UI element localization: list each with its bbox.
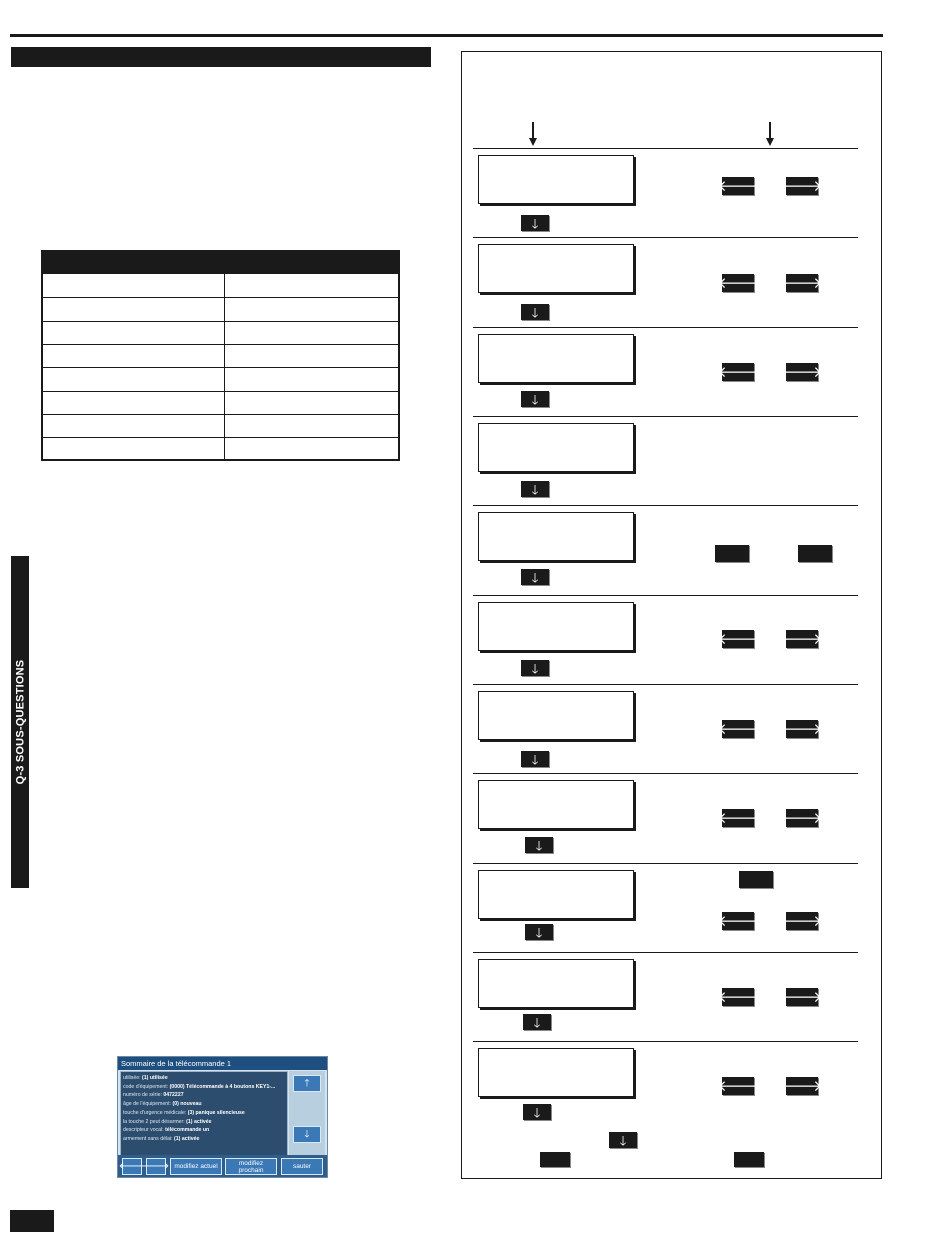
blank-key-icon: [798, 545, 832, 562]
blank-key-icon: [734, 1152, 764, 1167]
table-row: [43, 297, 398, 298]
down-arrow-key-icon: 🡓: [521, 660, 549, 676]
down-arrow-key-icon: 🡓: [521, 304, 549, 320]
step-separator: [473, 773, 858, 774]
top-rule: [10, 34, 883, 37]
modify-current-button[interactable]: modifiez actuel: [170, 1158, 222, 1175]
left-arrow-key-icon: 🡐: [717, 912, 759, 930]
step-separator: [473, 595, 858, 596]
table-row: [43, 321, 398, 322]
scroll-up-button[interactable]: 🡑: [293, 1075, 321, 1092]
table-header: [43, 252, 398, 274]
step-separator: [473, 237, 858, 238]
right-arrow-key-icon: 🡒: [781, 720, 823, 738]
step-separator: [473, 148, 858, 149]
summary-line: la touche 2 peut désarmer: (1) activée: [123, 1118, 212, 1125]
down-arrow-key-icon: 🡓: [523, 1104, 551, 1120]
summary-line: numéro de série: 0472227: [123, 1092, 184, 1099]
remote-summary-screenshot: [117, 1056, 328, 1178]
lcd-screen: [478, 602, 634, 651]
column-arrow-left-icon: [529, 138, 537, 146]
left-arrow-key-icon: 🡐: [717, 988, 759, 1006]
down-arrow-key-icon: 🡓: [521, 215, 549, 231]
summary-line: touche d'urgence médicale: (3) panique silencieuse: [123, 1109, 245, 1116]
left-arrow-key-icon: 🡐: [717, 720, 759, 738]
lcd-screen: [478, 1048, 634, 1097]
left-arrow-key-icon: 🡐: [717, 363, 759, 381]
right-arrow-key-icon: 🡒: [781, 363, 823, 381]
table-row: [43, 391, 398, 392]
lcd-screen: [478, 870, 634, 919]
column-arrow-stem-left: [532, 122, 534, 138]
right-arrow-key-icon: 🡒: [781, 912, 823, 930]
section-header-bar: [11, 47, 431, 67]
left-arrow-key-icon: 🡐: [717, 1077, 759, 1095]
lcd-screen: [478, 691, 634, 740]
summary-line: âge de l'équipement: (0) nouveau: [123, 1101, 202, 1108]
right-arrow-key-icon: 🡒: [781, 274, 823, 292]
left-arrow-key-icon: 🡐: [717, 274, 759, 292]
right-arrow-key-icon: 🡒: [781, 809, 823, 827]
lcd-screen: [478, 512, 634, 561]
step-separator: [473, 863, 858, 864]
modify-next-button[interactable]: modifiez prochain: [225, 1158, 277, 1175]
right-arrow-key-icon: 🡒: [781, 988, 823, 1006]
table-row: [43, 367, 398, 368]
left-arrow-key-icon: 🡐: [717, 177, 759, 195]
remote-summary-title: Sommaire de la télécommande 1: [118, 1057, 327, 1070]
step-separator: [473, 416, 858, 417]
column-arrow-right-icon: [766, 138, 774, 146]
summary-line: armement sans délai: (1) activée: [123, 1135, 200, 1142]
right-arrow-key-icon: 🡒: [781, 630, 823, 648]
lcd-screen: [478, 780, 634, 829]
blank-key-icon: [715, 545, 749, 562]
down-arrow-key-icon: 🡓: [523, 1014, 551, 1030]
down-arrow-key-icon: 🡓: [525, 837, 553, 853]
summary-line: utilisée: (1) utilisée: [123, 1075, 168, 1081]
table-row: [43, 344, 398, 345]
lcd-screen: [478, 423, 634, 472]
lcd-screen: [478, 155, 634, 204]
down-arrow-key-icon: 🡓: [521, 569, 549, 585]
column-arrow-stem-right: [769, 122, 771, 138]
right-arrow-key-icon: 🡒: [781, 1077, 823, 1095]
lcd-screen: [478, 244, 634, 293]
scroll-panel: [289, 1071, 325, 1156]
lcd-screen: [478, 959, 634, 1008]
lcd-screen: [478, 334, 634, 383]
down-arrow-key-icon: 🡓: [521, 481, 549, 497]
step-separator: [473, 327, 858, 328]
previous-button[interactable]: 🡐: [122, 1158, 142, 1175]
right-arrow-key-icon: 🡒: [781, 177, 823, 195]
blank-key-icon: [739, 871, 773, 888]
down-arrow-key-icon: 🡓: [525, 924, 553, 940]
blank-key-icon: [540, 1152, 570, 1167]
side-tab-label: Q-3 SOUS-QUESTIONS: [14, 659, 26, 785]
remote-summary-list: [120, 1071, 288, 1156]
summary-line: code d'équipement: (0000) Télécommande à 4 boutons KEY1-...: [123, 1083, 276, 1090]
table-row: [43, 437, 398, 438]
step-separator: [473, 952, 858, 953]
step-separator: [473, 1041, 858, 1042]
summary-line: descripteur vocal: télécommande un: [123, 1127, 210, 1134]
settings-table: [41, 250, 400, 461]
remote-summary-toolbar: [118, 1155, 327, 1177]
next-button[interactable]: 🡒: [146, 1158, 166, 1175]
left-arrow-key-icon: 🡐: [717, 809, 759, 827]
table-row: [43, 414, 398, 415]
down-arrow-key-icon: 🡓: [521, 391, 549, 407]
step-separator: [473, 505, 858, 506]
down-arrow-key-icon: 🡓: [521, 751, 549, 767]
down-arrow-key-icon: 🡓: [609, 1132, 637, 1148]
side-tab-label-wrap: [11, 556, 29, 888]
step-separator: [473, 684, 858, 685]
scroll-down-button[interactable]: 🡓: [293, 1126, 321, 1143]
page-number-box: [10, 1210, 54, 1232]
left-arrow-key-icon: 🡐: [717, 630, 759, 648]
skip-button[interactable]: sauter: [281, 1158, 323, 1175]
